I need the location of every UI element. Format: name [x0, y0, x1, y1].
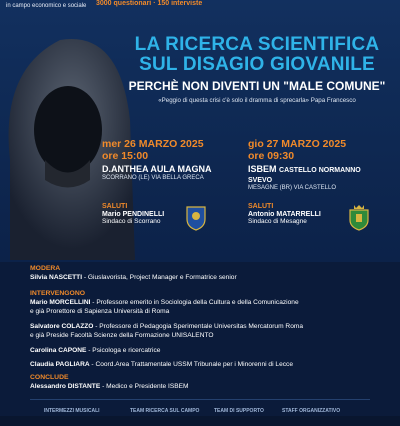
moderator-desc: - Giuslavorista, Project Manager e Formatrice senior [82, 274, 237, 281]
event-address: MESAGNE (BR) VIA CASTELLO [248, 185, 337, 191]
speaker-desc: - Psicologa e ricercatrice [86, 347, 161, 354]
intervengono-label: INTERVENGONO [30, 290, 86, 297]
speaker-name: Claudia PAGLIARA [30, 361, 90, 368]
modera-label: MODERA [30, 265, 61, 272]
page-title [112, 35, 400, 75]
mesagne-crest-icon [348, 205, 370, 231]
speaker-name: Salvatore COLAZZO [30, 323, 94, 330]
saluti-name: Antonio MATARRELLI [248, 211, 321, 218]
title-line-2: SUL DISAGIO GIOVANILE [139, 54, 375, 75]
scorrano-crest-icon [185, 205, 207, 231]
subtitle: PERCHÈ NON DIVENTI UN "MALE COMUNE" [128, 79, 386, 93]
saluti-role: Sindaco di Scorrano [102, 218, 161, 225]
event-address: SCORRANO (LE) VIA BELLA GRECA [102, 175, 204, 181]
footer-strip [0, 416, 400, 426]
tagline-text: in campo economico e sociale [6, 3, 87, 9]
conclude-name: Alessandro DISTANTE [30, 383, 101, 390]
footer-col-research-team: TEAM RICERCA SUL CAMPO [130, 408, 200, 414]
moderator-name: Silvia NASCETTI [30, 274, 83, 281]
speaker-desc: - Coord.Area Trattamentale USSM Tribunale per i Minorenni di Lecce [89, 361, 293, 368]
saluti-label: SALUTI [102, 203, 128, 210]
speaker-line [30, 323, 395, 331]
speaker-name: Mario MORCELLINI [30, 299, 91, 306]
survey-stats: 3000 questionari · 150 interviste [96, 0, 203, 7]
event-time: ore 09:30 [248, 150, 295, 162]
event-date: mer 26 MARZO 2025 [102, 138, 204, 150]
speaker-desc-continued: e già Preside Facoltà Scienze della Formazione UNISALENTO [30, 332, 214, 339]
top-bar [0, 0, 400, 16]
footer-col-staff: STAFF ORGANIZZATIVO [282, 408, 341, 414]
conclude-label: CONCLUDE [30, 374, 69, 381]
speaker-desc-continued: e già Prorettore di Sapienza Università di Roma [30, 308, 170, 315]
speaker-desc: - Professore di Pedagogia Sperimentale Universitas Mercatorum Roma [93, 323, 304, 330]
speaker-line [30, 299, 395, 307]
divider [30, 399, 370, 400]
speaker-line [30, 361, 395, 369]
speaker-line [30, 347, 395, 355]
event-venue [248, 164, 378, 184]
saluti-scorrano [102, 203, 242, 225]
saluti-role: Sindaco di Mesagne [248, 218, 307, 225]
saluti-name: Mario PENDINELLI [102, 211, 165, 218]
quote: «Peggio di questa crisi c'è solo il dramma di sprecarla» Papa Francesco [158, 97, 356, 104]
event-time: ore 15:00 [102, 150, 149, 162]
event-mesagne [248, 138, 378, 191]
venue-name: D.ANTHEA AULA MAGNA [102, 164, 212, 174]
conclude-desc: - Medico e Presidente ISBEM [100, 383, 189, 390]
speaker-desc: - Professore emerito in Sociologia della Cultura e della Comunicazione [90, 299, 299, 306]
event-venue [102, 164, 232, 174]
venue-name: ISBEM [248, 164, 277, 174]
title-line-1: LA RICERCA SCIENTIFICA [134, 34, 380, 55]
conclude-line [30, 383, 395, 391]
event-date: gio 27 MARZO 2025 [248, 138, 347, 150]
moderator-line [30, 274, 395, 282]
venue-detail: CASTELLO NORMANNO SVEVO [248, 167, 361, 184]
program-section [0, 262, 400, 426]
event-scorrano [102, 138, 232, 181]
footer-col-support-team: TEAM DI SUPPORTO [214, 408, 264, 414]
footer-col-music: INTERMEZZI MUSICALI [44, 408, 100, 414]
speaker-name: Carolina CAPONE [30, 347, 87, 354]
saluti-label: SALUTI [248, 203, 274, 210]
